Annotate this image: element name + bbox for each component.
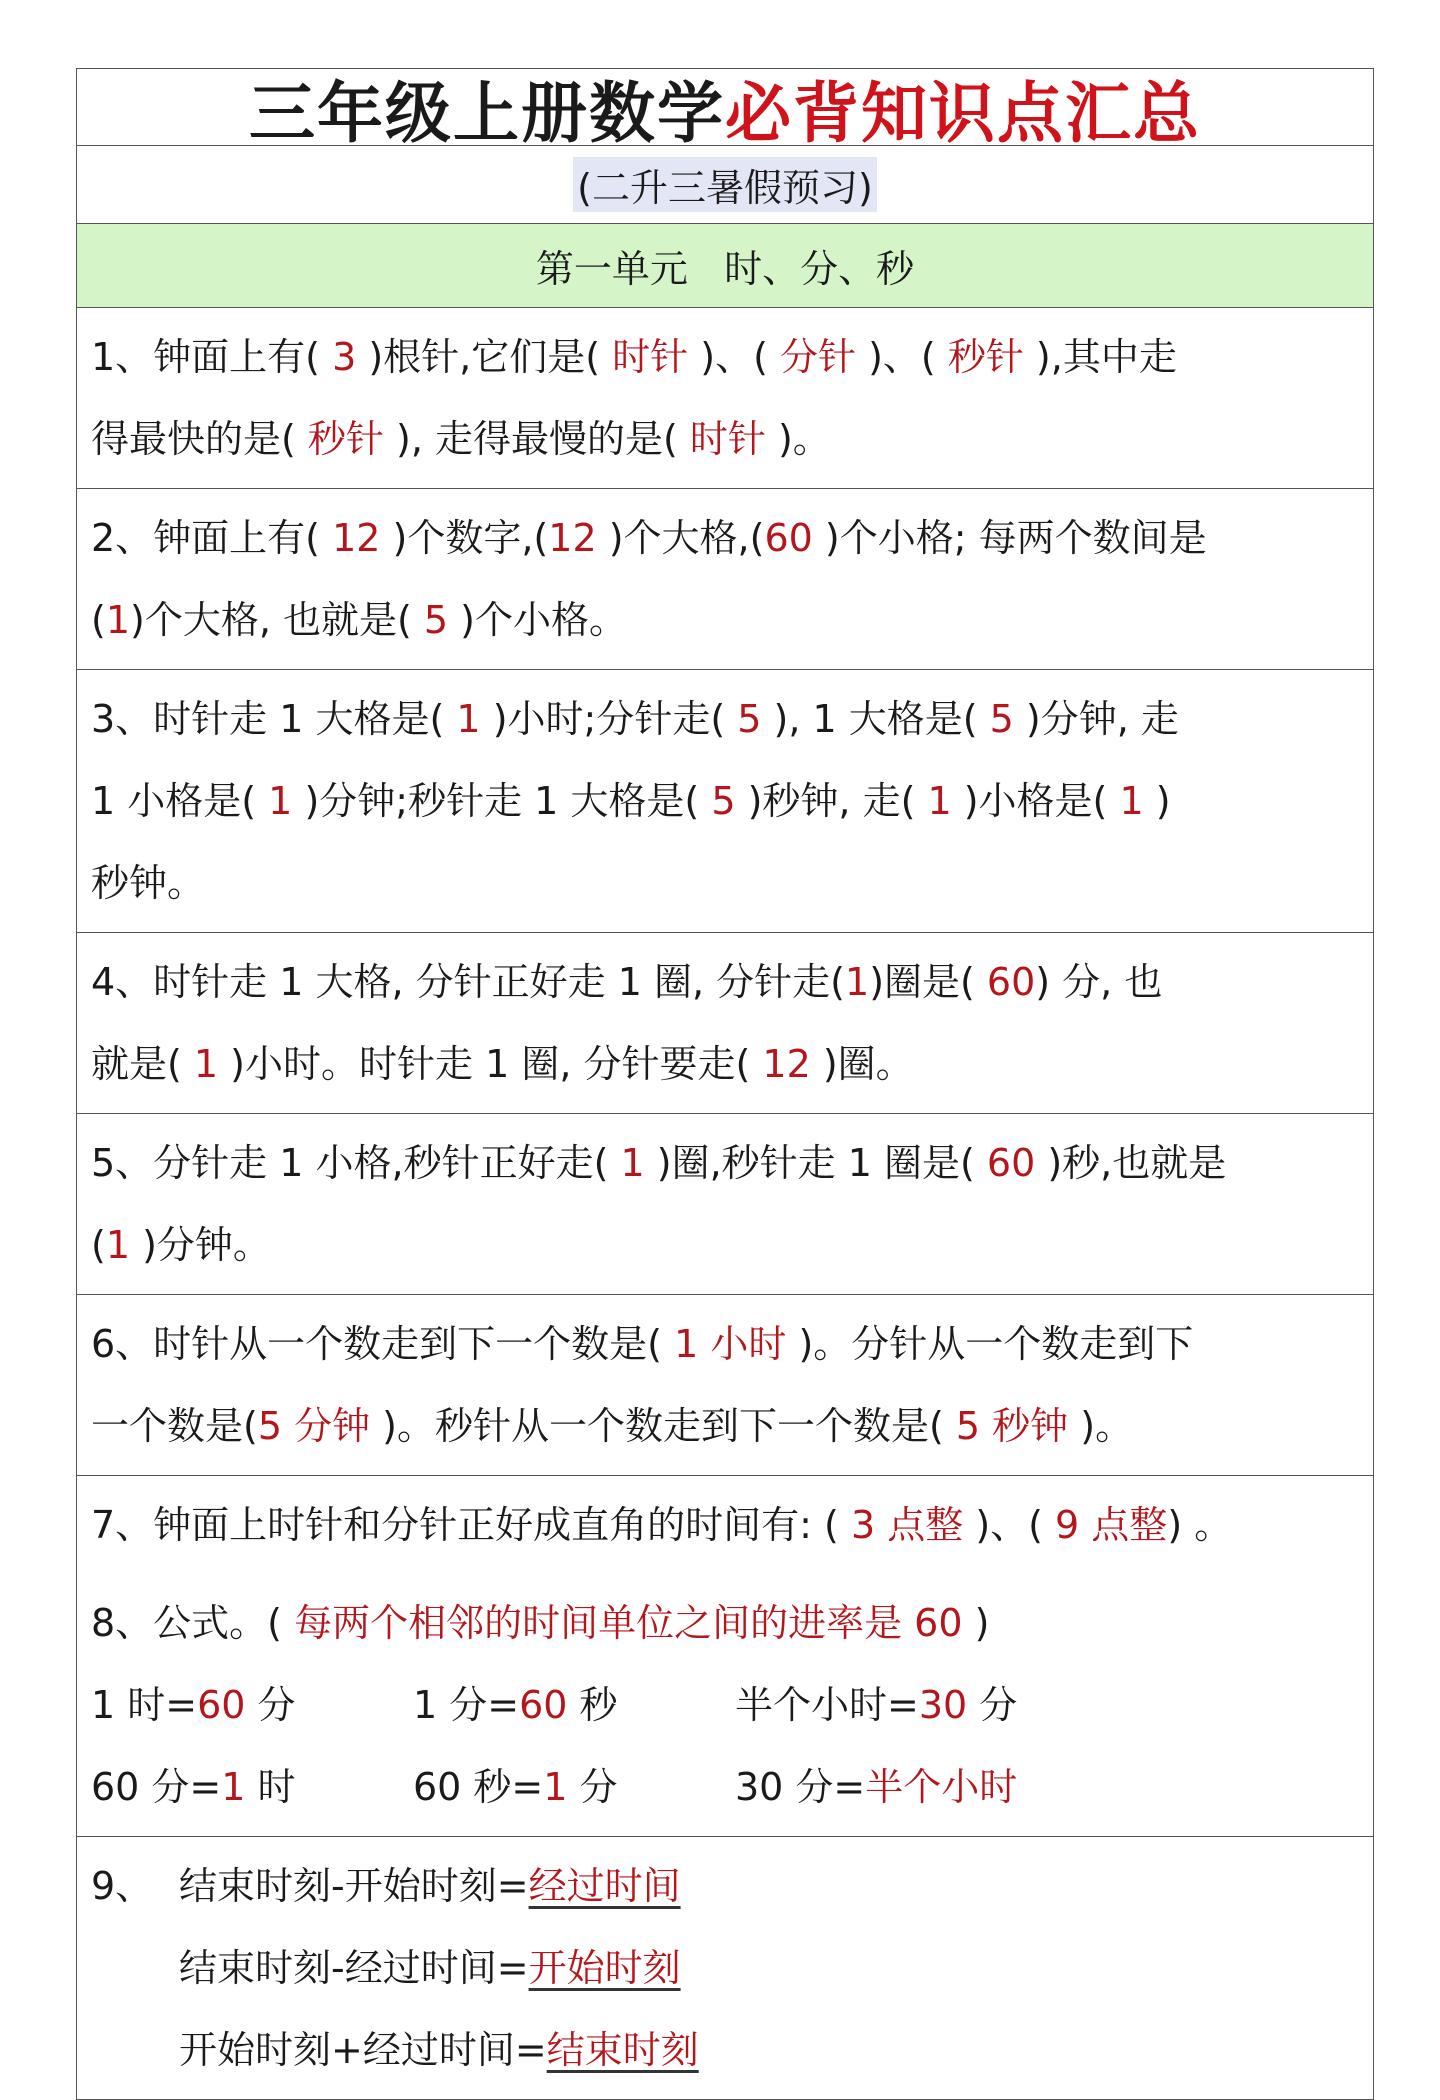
answer-text: 1 (193, 1042, 219, 1086)
item-9-time-relations (77, 1837, 1373, 2099)
answer-text: 1 (105, 598, 131, 642)
item-8-formulas (77, 1574, 1373, 1837)
formula-cell (91, 1664, 413, 1746)
question-text: ),其中走 (1023, 335, 1177, 379)
answer-text: 60 (519, 1683, 568, 1727)
question-text: )个数字,( (380, 516, 549, 560)
question-text: )。 (1068, 1404, 1134, 1448)
formula-cell (91, 1746, 413, 1828)
text-line (91, 1204, 1361, 1286)
question-text: )。分针从一个数走到下 (786, 1322, 1194, 1366)
relation-answer: 开始时刻 (528, 1946, 681, 1990)
question-text: ) (962, 1601, 990, 1645)
relation-line (91, 1845, 1361, 1927)
text-line (91, 678, 1361, 760)
answer-text: 半个小时 (865, 1765, 1018, 1809)
question-text: )、( (688, 335, 780, 379)
question-text: )个大格, 也就是( (130, 598, 424, 642)
formula-cell (735, 1664, 1017, 1746)
answer-text: 1 小时 (674, 1322, 787, 1366)
answer-text: 5 (989, 697, 1014, 741)
question-text: )分钟。 (130, 1223, 271, 1267)
answer-text: 5 分钟 (257, 1404, 371, 1448)
question-text: )小时;分针走( (480, 697, 738, 741)
answer-text: 每两个相邻的时间单位之间的进率是 60 (294, 1601, 963, 1645)
subtitle: (二升三暑假预习) (573, 157, 877, 212)
answer-text: 分针 (780, 335, 857, 379)
text-line (91, 760, 1361, 842)
answer-text: 12 (332, 516, 381, 560)
answer-text: 12 (762, 1042, 811, 1086)
answer-text: 9 点整 (1055, 1503, 1168, 1547)
answer-text: 60 (986, 960, 1036, 1004)
answer-text: 60 (197, 1683, 246, 1727)
question-text: ( (91, 598, 106, 642)
question-text: )、( (963, 1503, 1056, 1547)
relation-formula: 开始时刻+经过时间= (179, 2028, 547, 2072)
question-text: 秒钟。 (91, 861, 206, 905)
question-text: 3、时针走 1 大格是( (91, 697, 457, 741)
question-text: 4、时针走 1 大格, 分针正好走 1 圈, 分针走( (91, 960, 845, 1004)
question-text: )。 (765, 417, 831, 461)
answer-text: 12 (548, 516, 597, 560)
question-text: )小时。时针走 1 圈, 分针要走( (218, 1042, 763, 1086)
question-text: ), 走得最慢的是( (383, 417, 690, 461)
question-text: 5、分针走 1 小格,秒针正好走( (91, 1141, 621, 1185)
question-text: )个小格; 每两个数间是 (812, 516, 1207, 560)
text-line (91, 842, 1361, 924)
question-text: )分钟;秒针走 1 大格是( (292, 779, 712, 823)
relation-line (91, 1927, 1361, 2009)
relation-formula: 结束时刻-开始时刻= (179, 1864, 529, 1908)
question-text: 1、钟面上有( (91, 335, 321, 379)
relation-formula: 结束时刻-经过时间= (179, 1946, 529, 1990)
question-text: )秒,也就是 (1035, 1141, 1227, 1185)
item-3 (77, 670, 1373, 933)
knowledge-sheet (76, 68, 1374, 2100)
answer-text: 1 (268, 779, 293, 823)
relation-answer: 经过时间 (528, 1864, 681, 1908)
answer-text: 秒针 (307, 417, 384, 461)
question-text: 60 秒= (413, 1765, 544, 1809)
question-text: 60 分= (91, 1765, 222, 1809)
question-text: 6、时针从一个数走到下一个数是( (91, 1322, 675, 1366)
question-text: )圈是( (869, 960, 987, 1004)
text-line (91, 1385, 1361, 1467)
question-text: 分 (567, 1765, 618, 1809)
question-text: ) 分, 也 (1035, 960, 1163, 1004)
question-text: )根针,它们是( (368, 335, 613, 379)
question-text: ( (91, 1223, 106, 1267)
text-line (91, 579, 1361, 661)
answer-text: 60 (764, 516, 813, 560)
answer-text: 时针 (689, 417, 766, 461)
question-text: 就是( (91, 1042, 194, 1086)
question-text: )圈。 (810, 1042, 914, 1086)
answer-text: 30 (918, 1683, 968, 1727)
answer-text: 1 (620, 1141, 645, 1185)
answer-text: 1 (1119, 779, 1144, 823)
question-text: )。秒针从一个数走到下一个数是( (370, 1404, 956, 1448)
question-text: 秒 (567, 1683, 618, 1727)
question-text: 8、公式。( (91, 1601, 295, 1645)
item-7 (77, 1476, 1373, 1574)
answer-text: 1 (543, 1765, 568, 1809)
unit-title: 第一单元 时、分、秒 (535, 247, 915, 291)
formula-intro (91, 1582, 1361, 1664)
answer-text: 时针 (612, 335, 689, 379)
text-line (91, 497, 1361, 579)
answer-text: 1 (105, 1223, 131, 1267)
text-line (91, 1122, 1361, 1204)
question-text: ) (1143, 779, 1171, 823)
question-text: )圈,秒针走 1 圈是( (644, 1141, 987, 1185)
question-text: 时 (245, 1765, 296, 1809)
question-text: 2、钟面上有( (91, 516, 333, 560)
question-text: ) 。 (1167, 1503, 1233, 1547)
formula-row (91, 1746, 1361, 1828)
item-6 (77, 1295, 1373, 1476)
question-text: 1 小格是( (91, 779, 269, 823)
answer-text: 5 (737, 697, 762, 741)
question-text: 分 (967, 1683, 1018, 1727)
answer-text: 3 (320, 335, 369, 379)
item-number: 9、 (91, 1864, 154, 1908)
question-text: ), 1 大格是( (761, 697, 990, 741)
title-highlight: 必背知识点汇总 (725, 74, 1201, 152)
answer-text: 1 (456, 697, 481, 741)
answer-text: 60 (986, 1141, 1036, 1185)
question-text: )个大格,( (596, 516, 765, 560)
answer-text: 1 (927, 779, 952, 823)
question-text: 30 分= (735, 1765, 866, 1809)
question-text: 1 时= (91, 1683, 198, 1727)
question-text: )小格是( (951, 779, 1120, 823)
answer-text: 5 秒钟 (955, 1404, 1069, 1448)
answer-text: 1 (221, 1765, 246, 1809)
question-text: 半个小时= (735, 1683, 919, 1727)
title-row (77, 69, 1373, 152)
answer-text: 5 (711, 779, 736, 823)
item-5 (77, 1114, 1373, 1295)
formula-row (91, 1664, 1361, 1746)
answer-text: 秒针 (947, 335, 1024, 379)
item-4 (77, 933, 1373, 1114)
question-text: )秒钟, 走( (735, 779, 928, 823)
question-text: )、( (856, 335, 948, 379)
question-text: 一个数是( (91, 1404, 258, 1448)
answer-text: 5 (423, 598, 449, 642)
formula-cell (413, 1664, 735, 1746)
item-1 (77, 308, 1373, 489)
text-line (91, 1303, 1361, 1385)
formula-cell (413, 1746, 735, 1828)
text-line (91, 398, 1361, 480)
question-text: )个小格。 (448, 598, 627, 642)
question-text: 得最快的是( (91, 417, 308, 461)
item-2 (77, 489, 1373, 670)
unit-header-row (77, 224, 1373, 308)
answer-text: 3 点整 (850, 1503, 964, 1547)
question-text: )分钟, 走 (1013, 697, 1179, 741)
text-line (91, 316, 1361, 398)
formula-cell (735, 1746, 1017, 1828)
title-main: 三年级上册数学 (249, 74, 725, 152)
question-text: 分 (245, 1683, 296, 1727)
text-line (91, 1023, 1361, 1105)
relation-answer: 结束时刻 (546, 2028, 699, 2072)
question-text: 7、钟面上时针和分针正好成直角的时间有: ( (91, 1503, 851, 1547)
answer-text: 1 (845, 960, 870, 1004)
page-title (249, 60, 1201, 155)
question-text: 1 分= (413, 1683, 520, 1727)
text-line (91, 941, 1361, 1023)
subtitle-row (77, 146, 1373, 224)
text-line (91, 1484, 1361, 1566)
relation-line (91, 2009, 1361, 2091)
